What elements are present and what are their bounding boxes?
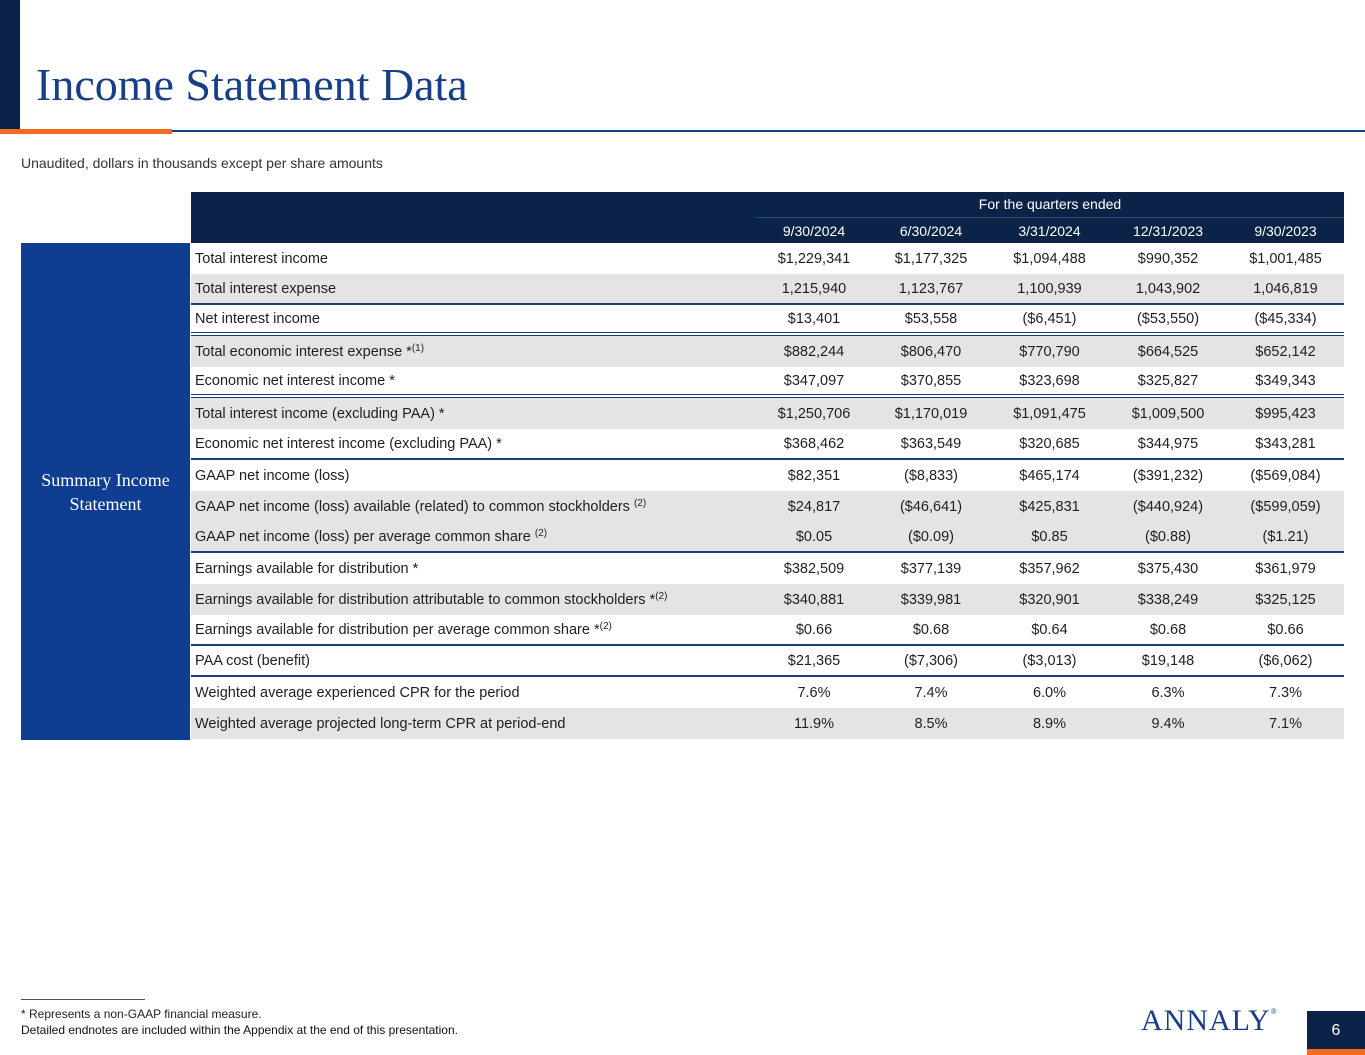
column-header: 12/31/2023	[1109, 217, 1227, 243]
row-label	[191, 591, 756, 608]
row-label-text: Total economic interest expense *	[195, 344, 412, 360]
table-row	[191, 522, 1344, 553]
table-cell: ($6,451)	[1022, 310, 1077, 327]
row-footnote-ref: (2)	[633, 498, 647, 509]
table-cell: ($440,924)	[1132, 498, 1204, 515]
title-accent-bar	[0, 0, 20, 130]
row-label-text: Net interest income	[195, 310, 320, 327]
table-cell: $1,009,500	[1131, 405, 1205, 422]
table-cell: 7.6%	[797, 684, 831, 701]
row-label	[191, 311, 756, 327]
row-label	[191, 468, 756, 484]
table-cell: $377,139	[900, 560, 962, 577]
table-cell: 1,100,939	[1017, 280, 1082, 297]
table-cell: ($3,013)	[1022, 652, 1077, 669]
row-label	[191, 436, 756, 452]
logo-text: ANNALY	[1141, 1004, 1271, 1037]
page-number: 6	[1307, 1011, 1365, 1055]
title-rule	[0, 130, 1365, 132]
table-cell: $21,365	[787, 652, 841, 669]
table-cell: $664,525	[1137, 343, 1199, 360]
table-cell: 1,043,902	[1135, 280, 1201, 297]
annaly-logo	[1141, 1006, 1277, 1036]
table-cell: 8.9%	[1032, 715, 1067, 732]
table-cell: $344,975	[1137, 435, 1199, 452]
table-cell: $770,790	[1019, 343, 1080, 360]
table-row	[191, 367, 1344, 398]
row-footnote-ref: (1)	[411, 343, 425, 354]
table-cell: $990,352	[1137, 250, 1199, 267]
table-row	[191, 243, 1344, 274]
table-row	[191, 274, 1344, 305]
table-cell: $19,148	[1141, 652, 1195, 669]
title-rule-accent	[0, 129, 172, 134]
row-label-text: Economic net interest income (excluding PAA) *	[195, 435, 502, 452]
row-label	[191, 498, 756, 515]
table-cell: $1,170,019	[894, 405, 968, 422]
table-cell: $24,817	[787, 498, 841, 515]
table-cell: $1,177,325	[894, 250, 968, 267]
table-cell: $53,558	[904, 310, 958, 327]
row-label-text: Total interest expense	[195, 280, 337, 297]
table-cell: ($1.21)	[1262, 528, 1309, 545]
footnote-non-gaap: * Represents a non-GAAP financial measure.	[21, 1007, 262, 1021]
table-cell: $349,343	[1255, 372, 1316, 389]
row-label-text: Earnings available for distribution *	[195, 560, 419, 577]
row-label	[191, 685, 756, 701]
table-cell: ($569,084)	[1250, 467, 1321, 484]
table-cell: $339,981	[900, 591, 962, 608]
row-label-text: GAAP net income (loss)	[195, 467, 350, 484]
row-footnote-ref: (2)	[599, 621, 612, 632]
table-cell: $347,097	[783, 372, 845, 389]
row-label	[191, 621, 756, 638]
table-cell: $325,125	[1255, 591, 1316, 608]
column-header: 6/30/2024	[872, 217, 990, 243]
table-cell: $0.68	[1149, 621, 1187, 638]
table-cell: $375,430	[1137, 560, 1199, 577]
row-label	[191, 528, 756, 545]
table-row	[191, 677, 1344, 708]
row-label	[191, 406, 756, 422]
table-cell: $325,827	[1137, 372, 1199, 389]
row-label	[191, 373, 756, 389]
page-number-accent	[1307, 1049, 1365, 1055]
table-cell: ($391,232)	[1132, 467, 1204, 484]
table-row	[191, 708, 1344, 739]
table-cell: ($6,062)	[1258, 652, 1313, 669]
table-cell: $465,174	[1019, 467, 1080, 484]
table-group-header: For the quarters ended	[756, 192, 1344, 217]
row-label-text: Total interest income	[195, 250, 328, 267]
section-label-text: Summary Income Statement	[41, 469, 170, 514]
table-cell: $1,091,475	[1013, 405, 1086, 422]
table-row	[191, 398, 1344, 429]
table-cell: $652,142	[1255, 343, 1316, 360]
table-cell: ($7,306)	[903, 652, 958, 669]
section-label	[21, 243, 190, 740]
table-cell: $806,470	[900, 343, 962, 360]
table-cell: ($53,550)	[1136, 310, 1200, 327]
table-cell: $13,401	[787, 310, 841, 327]
table-row	[191, 429, 1344, 460]
row-label	[191, 653, 756, 669]
table-row	[191, 646, 1344, 677]
table-cell: $340,881	[783, 591, 845, 608]
table-cell: $995,423	[1255, 405, 1316, 422]
table-cell: $361,979	[1255, 560, 1316, 577]
table-cell: 9.4%	[1151, 715, 1185, 732]
table-cell: 6.3%	[1151, 684, 1185, 701]
table-row	[191, 584, 1344, 615]
footnote-endnotes: Detailed endnotes are included within the Appendix at the end of this presentation.	[21, 1023, 458, 1037]
table-cell: $1,250,706	[777, 405, 851, 422]
table-row	[191, 491, 1344, 522]
table-row	[191, 336, 1344, 367]
table-cell: 6.0%	[1032, 684, 1067, 701]
table-cell: $0.66	[1267, 621, 1304, 638]
row-label-text: GAAP net income (loss) available (related) to common stockholders	[195, 499, 630, 515]
row-label-text: Weighted average experienced CPR for the period	[195, 684, 520, 701]
table-cell: $0.85	[1031, 528, 1068, 545]
table-cell: $425,831	[1019, 498, 1080, 515]
page-subtitle: Unaudited, dollars in thousands except per share amounts	[21, 155, 383, 171]
table-column-headers	[756, 217, 1344, 243]
table-cell: 7.3%	[1268, 684, 1303, 701]
table-row	[191, 460, 1344, 491]
table-cell: $357,962	[1019, 560, 1080, 577]
row-label-text: Total interest income (excluding PAA) *	[195, 405, 445, 422]
table-cell: $0.66	[795, 621, 833, 638]
row-label-text: GAAP net income (loss) per average common share	[195, 529, 531, 545]
table-header-blank	[191, 192, 756, 243]
row-label-text: Economic net interest income *	[195, 372, 395, 389]
row-label-text: PAA cost (benefit)	[195, 652, 310, 669]
table-cell: 11.9%	[793, 715, 835, 732]
table-cell: ($8,833)	[903, 467, 958, 484]
table-cell: 7.1%	[1268, 715, 1303, 732]
income-statement-table	[191, 243, 1344, 739]
table-cell: $1,094,488	[1013, 250, 1086, 267]
table-cell: $882,244	[783, 343, 845, 360]
row-footnote-ref: (2)	[655, 591, 668, 602]
row-label	[191, 343, 756, 360]
table-cell: 7.4%	[914, 684, 948, 701]
page-title: Income Statement Data	[36, 59, 468, 110]
table-cell: $368,462	[783, 435, 845, 452]
table-cell: $370,855	[900, 372, 962, 389]
table-row	[191, 305, 1344, 336]
row-label	[191, 251, 756, 267]
column-header: 9/30/2023	[1227, 217, 1344, 243]
row-label	[191, 561, 756, 577]
table-cell: $0.64	[1031, 621, 1068, 638]
table-cell: ($45,334)	[1254, 310, 1317, 327]
row-label	[191, 716, 756, 732]
table-cell: $320,901	[1019, 591, 1080, 608]
footnote-rule	[21, 999, 145, 1000]
table-cell: $82,351	[787, 467, 841, 484]
table-cell: $0.68	[912, 621, 950, 638]
table-cell: $363,549	[900, 435, 962, 452]
row-label-text: Earnings available for distribution attributable to common stockholders *	[195, 592, 656, 608]
table-cell: ($599,059)	[1250, 498, 1321, 515]
column-header: 9/30/2024	[756, 217, 872, 243]
table-cell: $382,509	[783, 560, 845, 577]
row-footnote-ref: (2)	[534, 528, 548, 539]
table-cell: ($0.09)	[908, 528, 954, 545]
table-cell: 1,123,767	[898, 280, 964, 297]
table-cell: $1,001,485	[1249, 250, 1322, 267]
table-cell: ($46,641)	[899, 498, 963, 515]
table-cell: 1,046,819	[1253, 280, 1318, 297]
table-cell: $338,249	[1137, 591, 1199, 608]
table-cell: 8.5%	[914, 715, 948, 732]
row-label	[191, 281, 756, 297]
logo-registered-mark: ®	[1270, 1007, 1277, 1016]
table-cell: $0.05	[795, 528, 833, 545]
table-row	[191, 615, 1344, 646]
table-cell: 1,215,940	[781, 280, 847, 297]
table-cell: $320,685	[1019, 435, 1080, 452]
column-header: 3/31/2024	[990, 217, 1109, 243]
table-row	[191, 553, 1344, 584]
row-label-text: Weighted average projected long-term CPR at period-end	[195, 715, 566, 732]
table-cell: $343,281	[1255, 435, 1316, 452]
table-cell: $1,229,341	[777, 250, 851, 267]
table-cell: ($0.88)	[1145, 528, 1191, 545]
row-label-text: Earnings available for distribution per average common share *	[195, 622, 600, 638]
table-cell: $323,698	[1019, 372, 1080, 389]
